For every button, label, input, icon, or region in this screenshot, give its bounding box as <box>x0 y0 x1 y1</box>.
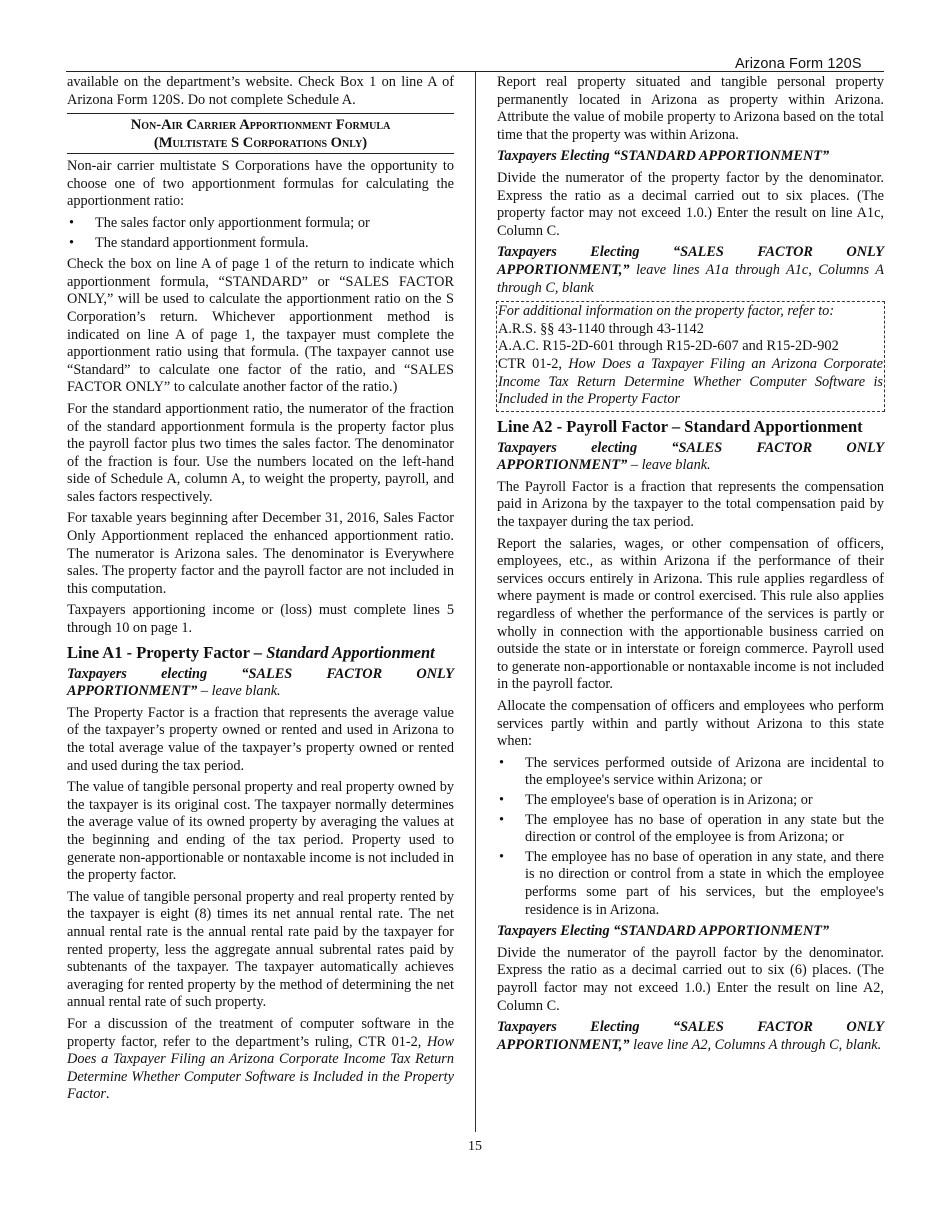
sfo-payroll-note-bold: Taxpayers Electing “SALES FACTOR ONLY APPORTIONMENT,” <box>497 1019 884 1053</box>
section-heading <box>67 113 454 154</box>
a1-sfo-note <box>67 666 454 701</box>
owned-property-paragraph: The value of tangible personal property and real property owned by the taxpayer is its original cost. The taxpayer normally determines the average value of its owned property by averaging the values at the beginning and ending of the tax period. Property used to generate non-apportionable or nontaxable income is not included in the property factor. <box>67 779 454 884</box>
page-number: 15 <box>468 1139 482 1154</box>
salaries-paragraph: Report the salaries, wages, or other compensation of officers, employees, etc., as within Arizona if the performance of their services occurs entirely in Arizona. This rule applies regardless of where payment is made or control exercised. This rule also applies regardless of whether the performance of the services is partly or wholly in connection with the apportionable business carried on outside the state or in interstate or foreign commerce. Payroll used to generate non-apportionable or nontaxable income is not included in the payroll factor. <box>497 535 884 693</box>
lines-5-10-paragraph: Taxpayers apportioning income or (loss) must complete lines 5 through 10 on page 1. <box>67 602 454 637</box>
reference-ctr-title: How Does a Taxpayer Filing an Arizona Corporate Income Tax Return Determine Whether Computer Software is Included in the Property Factor <box>498 355 883 408</box>
line-a1-heading-italic: Standard Apportionment <box>266 642 435 662</box>
list-item: • The employee has no base of operation in any state but the direction or control of the employee is from Arizona; or <box>497 812 884 847</box>
formula-options-list <box>67 215 454 252</box>
real-property-paragraph: Report real property situated and tangible personal property permanently located in Arizona as property within Arizona. Attribute the value of mobile property to Arizona based on the total time that the property was within Arizona. <box>497 74 884 143</box>
software-paragraph-start: For a discussion of the treatment of computer software in the property factor, refer to the department’s ruling, CTR 01-2, <box>67 1015 454 1050</box>
reference-ars: A.R.S. §§ 43-1140 through 43-1142 <box>498 320 704 337</box>
software-paragraph <box>67 1016 454 1104</box>
form-title: Arizona Form 120S <box>735 56 862 72</box>
sfo-property-note-rest: leave lines A1a through A1c, Columns A through C, blank <box>497 261 884 296</box>
column-divider <box>475 72 476 1132</box>
reference-ctr-start: CTR 01-2, <box>498 355 569 372</box>
list-item: • The employee's base of operation is in Arizona; or <box>497 792 884 810</box>
line-a1-heading <box>67 643 454 663</box>
standard-ratio-paragraph: For the standard apportionment ratio, the numerator of the fraction of the standard apportionment formula is the property factor plus the payroll factor plus two times the sales factor. The denominator of the fraction is four. Use the numbers located on the left-hand side of Schedule A, column A, to weight the property, payroll, and sales factors respectively. <box>67 400 454 505</box>
sales-factor-paragraph: For taxable years beginning after December 31, 2016, Sales Factor Only Apportionment replaced the enhanced apportionment ratio. The numerator is Arizona sales. The denominator is Everywhere sales. The property factor and the payroll factor are not included in this computation. <box>67 510 454 597</box>
list-item: • The services performed outside of Arizona are incidental to the employee's service within Arizona; or <box>497 755 884 790</box>
sfo-property-note <box>497 244 884 297</box>
sfo-property-note-bold: Taxpayers Electing “SALES FACTOR ONLY APPORTIONMENT,” <box>497 244 884 278</box>
property-factor-paragraph: The Property Factor is a fraction that represents the average value of the taxpayer’s property owned or rented and used in Arizona to the total average value of the taxpayer’s property owned or rented and used during the tax period. <box>67 704 454 774</box>
reference-ctr <box>498 356 883 409</box>
standard-heading-payroll: Taxpayers Electing “STANDARD APPORTIONMENT” <box>497 923 830 940</box>
list-item: • The sales factor only apportionment formula; or <box>67 215 454 233</box>
list-item: • The standard apportionment formula. <box>67 235 454 253</box>
a1-sfo-note-bold: Taxpayers electing “SALES FACTOR ONLY APPORTIONMENT” <box>67 665 454 700</box>
line-a1-heading-text: Line A1 - Property Factor – <box>67 642 267 662</box>
software-paragraph-end: . <box>105 1086 110 1103</box>
check-box-paragraph: Check the box on line A of page 1 of the return to indicate which apportionment formula, “STANDARD” or “SALES FACTOR ONLY,” will be used to calculate the apportionment ratio on the S Corporation’s return. Whichever apportionment method is indicated on line A of page 1, the taxpayer must complete the apportionment ratio using that formula. (The taxpayer cannot use “Standard” to calculate one factor of the ratio, and “SALES FACTOR ONLY” to calculate another factor of the ratio.) <box>67 256 454 396</box>
section-heading-line2: (Multistate S Corporations Only) <box>153 135 368 152</box>
standard-heading: Taxpayers Electing “STANDARD APPORTIONMENT” <box>497 148 830 165</box>
a2-sfo-note <box>497 440 884 475</box>
allocation-conditions-list <box>497 755 884 919</box>
payroll-divide-paragraph: Divide the numerator of the payroll factor by the denominator. Express the ratio as a decimal carried out to six (6) places. (The payroll factor may not exceed 1.0.) Enter the result on line A2, Column C. <box>497 944 884 1014</box>
reference-box <box>496 301 885 412</box>
list-item: • The employee has no base of operation in any state, and there is no direction or control from a state in which the employee performs some part of his services, but the employee's residence is in Arizona. <box>497 849 884 919</box>
a2-sfo-note-bold: Taxpayers electing “SALES FACTOR ONLY APPORTIONMENT” <box>497 439 884 474</box>
left-column <box>67 74 454 1108</box>
reference-aac: A.A.C. R15-2D-601 through R15-2D-607 and R15-2D-902 <box>498 338 839 355</box>
left-intro-paragraph: available on the department’s website. Check Box 1 on line A of Arizona Form 120S. Do not complete Schedule A. <box>67 74 454 108</box>
allocate-paragraph: Allocate the compensation of officers and employees who perform services partly within and partly without Arizona to this state when: <box>497 698 884 750</box>
formula-choice-paragraph: Non-air carrier multistate S Corporations have the opportunity to choose one of two apportionment formulas for calculating the apportionment ratio: <box>67 158 454 210</box>
sfo-payroll-note-rest: leave line A2, Columns A through C, blank. <box>629 1036 882 1053</box>
reference-intro: For additional information on the property factor, refer to: <box>498 303 835 320</box>
property-divide-paragraph: Divide the numerator of the property factor by the denominator. Express the ratio as a decimal carried out to six places. (The property factor may not exceed 1.0.) Enter the result on line A1c, Column C. <box>497 169 884 239</box>
sfo-payroll-note <box>497 1019 884 1054</box>
a2-sfo-note-rest: – leave blank. <box>627 457 711 474</box>
a1-sfo-note-rest: – leave blank. <box>197 683 281 700</box>
payroll-factor-paragraph: The Payroll Factor is a fraction that represents the compensation paid in Arizona by the taxpayer to the total compensation paid by the taxpayer during the tax period. <box>497 478 884 531</box>
rented-property-paragraph: The value of tangible personal property and real property rented by the taxpayer is eight (8) times its net annual rental rate. The net annual rental rate is the annual rental rate paid by the taxpayer for rented property, less the aggregate annual subrental rates paid by subtenants of the taxpayer. The taxpayer automatically achieves averaging for rented property by the method of determining the net annual rental rate of such property. <box>67 888 454 1011</box>
software-paragraph-title: How Does a Taxpayer Filing an Arizona Corporate Income Tax Return Determine Whether Computer Software is Included in the Property Factor <box>67 1033 454 1103</box>
right-column <box>497 74 884 1058</box>
section-heading-line1: Non-Air Carrier Apportionment Formula <box>130 117 391 134</box>
line-a2-heading: Line A2 - Payroll Factor – Standard Apportionment <box>497 416 863 436</box>
